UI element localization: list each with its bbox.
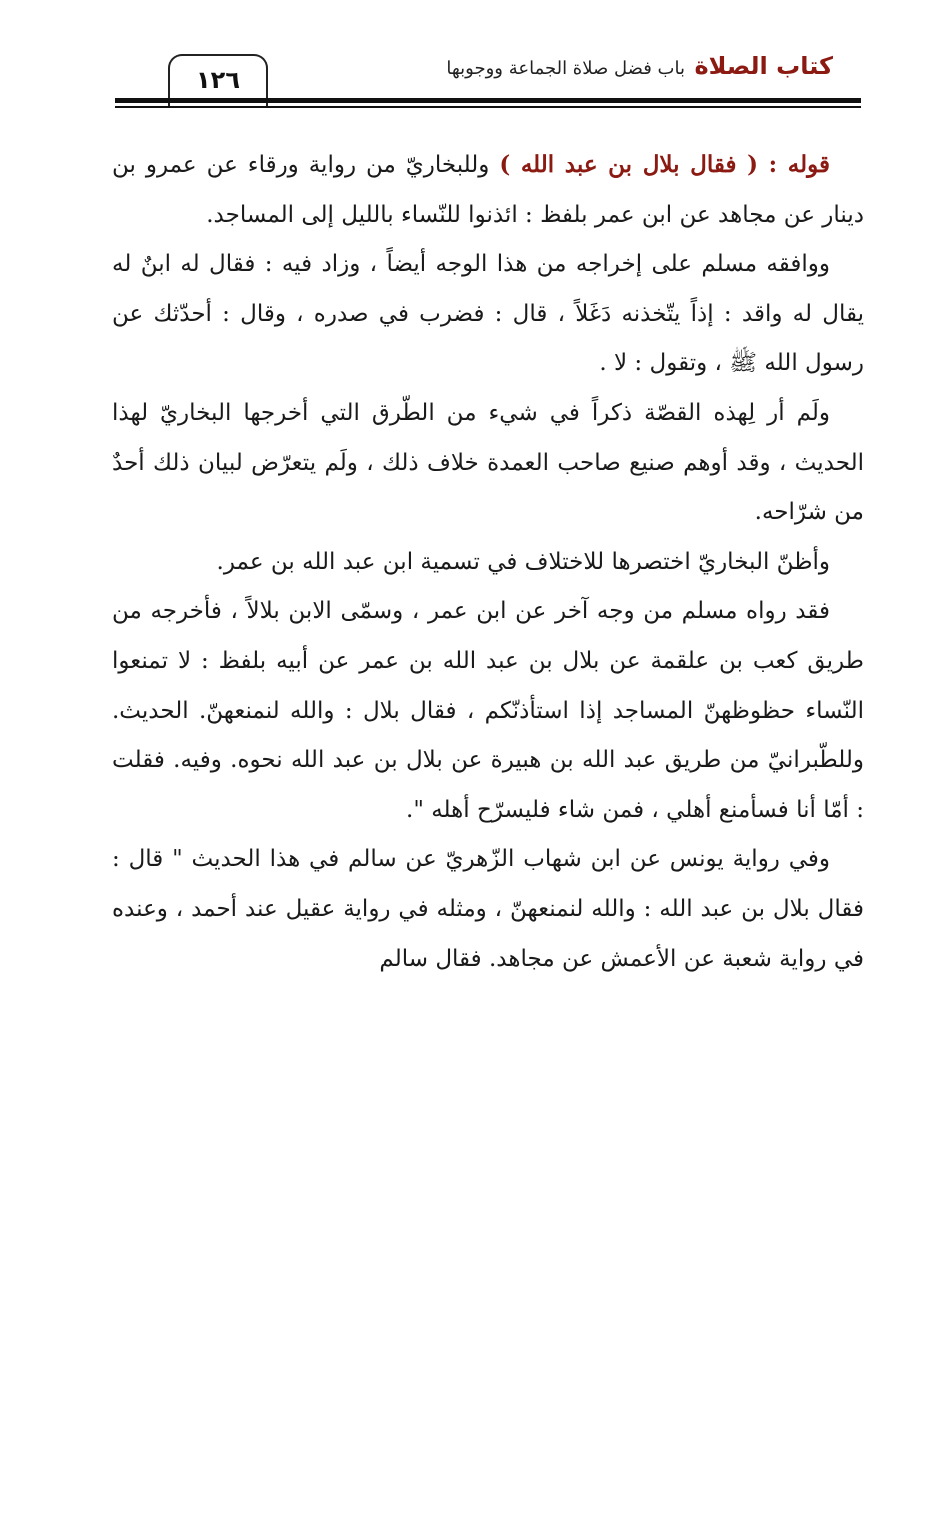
quoted-phrase: قوله : ( فقال بلال بن عبد الله ) [499, 151, 831, 178]
page-header [0, 0, 945, 120]
paragraph-text: وفي رواية يونس عن ابن شهاب الزّهريّ عن سالم في هذا الحديث " قال : فقال بلال بن عبد الله : والله لنمنعهنّ ، ومثله في رواية عقيل عند أحمد ، وعنده في رواية شعبة عن الأعمش عن مجاهد. فقال سالم [112, 846, 864, 972]
paragraph-text: وأظنّ البخاريّ اختصرها للاختلاف في تسمية ابن عبد الله بن عمر. [216, 548, 830, 575]
page-body [112, 140, 864, 984]
paragraph-text: ووافقه مسلم على إخراجه من هذا الوجه أيضاً ، وزاد فيه : فقال له ابنٌ له يقال له واقد : إذاً يتّخذنه دَغَلاً ، قال : فضرب في صدره ، وقال : أحدّثك عن رسول الله ﷺ ، وتقول : لا . [112, 251, 864, 377]
paragraph-5 [112, 587, 864, 835]
chapter-title: باب فضل صلاة الجماعة ووجوبها [446, 58, 685, 79]
paragraph-1 [112, 140, 864, 240]
paragraph-text: ولَم أر لِهذه القصّة ذكراً في شيء من الطّرق التي أخرجها البخاريّ لهذا الحديث ، وقد أوهم صنيع صاحب العمدة خلاف ذلك ، ولَم يتعرّض لبيان ذلك أحدٌ من شرّاحه. [112, 399, 864, 526]
paragraph-6 [112, 835, 864, 984]
header-rule-thick [115, 98, 861, 103]
paragraph-2 [112, 240, 864, 389]
page-number: ١٢٦ [196, 66, 240, 94]
paragraph-3 [112, 389, 864, 538]
paragraph-text: وللبخاريّ من رواية ورقاء عن عمرو بن دينار عن مجاهد عن ابن عمر بلفظ : ائذنوا للنّساء بالليل إلى المساجد. [112, 152, 864, 228]
paragraph-4 [112, 538, 864, 588]
header-rule-thin [115, 106, 861, 108]
book-title: كتاب الصلاة [694, 52, 833, 80]
paragraph-text: فقد رواه مسلم من وجه آخر عن ابن عمر ، وسمّى الابن بلالاً ، فأخرجه من طريق كعب بن علقمة عن بلال بن عبد الله بن عمر عن أبيه بلفظ : لا تمنعوا النّساء حظوظهنّ المساجد إذا استأذنّكم ، فقال بلال : والله لنمنعهنّ. الحديث. وللطّبرانيّ من طريق عبد الله بن هبيرة عن بلال بن عبد الله نحوه. وفيه. فقلت : أمّا أنا فسأمنع أهلي ، فمن شاء فليسرّح أهله ". [112, 598, 864, 823]
